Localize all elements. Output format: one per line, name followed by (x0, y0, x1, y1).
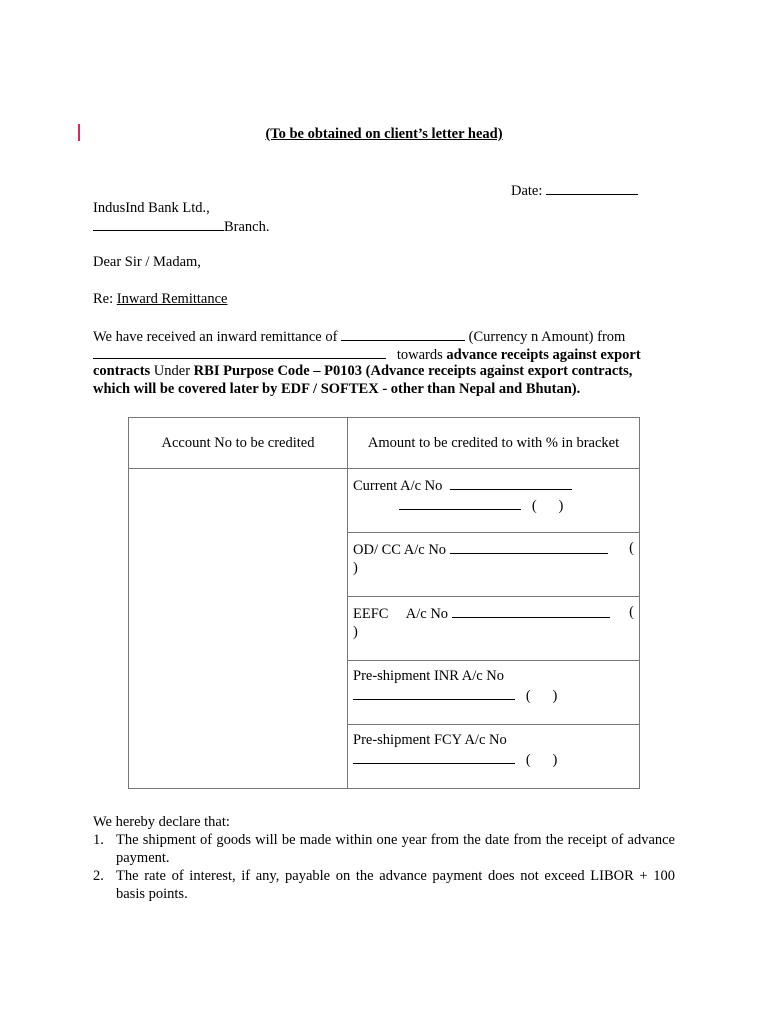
branch-line (93, 216, 270, 236)
list-number: 2. (93, 868, 104, 884)
list-item (93, 867, 675, 903)
preshipment-inr-account-cell[interactable] (348, 661, 640, 725)
branch-suffix: Branch. (224, 219, 270, 235)
body-text: We have received an inward remittance of (93, 329, 338, 345)
od-cc-account-cell[interactable] (348, 533, 640, 597)
account-number-blank[interactable] (452, 603, 610, 618)
account-number-blank[interactable] (353, 749, 515, 764)
credit-accounts-table (128, 417, 640, 789)
percent-bracket-close: ) (353, 560, 358, 576)
body-text: towards (396, 347, 443, 363)
purpose-code-text: RBI Purpose Code – P0103 (Advance receipts against export contracts, (193, 363, 633, 379)
list-item-text: The rate of interest, if any, payable on the advance payment does not exceed LIBOR + 100 basis points. (116, 868, 675, 902)
date-blank[interactable] (546, 180, 638, 195)
list-item-text: The shipment of goods will be made within one year from the date from the receipt of advance payment. (116, 832, 675, 866)
table-row (129, 469, 640, 533)
body-bold-text: which will be covered later by EDF / SOFTEX - other than Nepal and Bhutan). (93, 381, 581, 397)
column-header-account: Account No to be credited (129, 418, 348, 469)
table-header-row (129, 418, 640, 469)
account-number-blank[interactable] (450, 475, 572, 490)
subject-prefix: Re: (93, 291, 114, 307)
declaration-list (93, 831, 675, 903)
list-number: 1. (93, 832, 104, 848)
amount-blank[interactable] (341, 326, 465, 341)
amount-blank[interactable] (399, 495, 521, 510)
account-label: OD/ CC A/c No (353, 542, 447, 558)
account-label: Pre-shipment FCY A/c No (353, 732, 507, 748)
list-item (93, 831, 675, 867)
body-line-4 (93, 380, 693, 398)
subject-line (93, 290, 227, 308)
current-account-cell[interactable] (348, 469, 640, 533)
body-text: Under (153, 363, 191, 379)
percent-bracket-open: ( (629, 540, 634, 556)
subject-text: Inward Remittance (116, 291, 228, 307)
account-number-blank[interactable] (450, 539, 608, 554)
percent-bracket-open: ( (525, 752, 531, 768)
percent-bracket-open: ( (531, 498, 537, 514)
date-line (511, 180, 638, 200)
account-label: Current A/c No (353, 478, 443, 494)
body-text: (Currency n Amount) from (468, 329, 626, 345)
account-no-cell[interactable] (129, 469, 348, 789)
body-bold-text: advance receipts against export (446, 347, 641, 363)
branch-blank[interactable] (93, 216, 224, 231)
account-label: Pre-shipment INR A/c No (353, 668, 505, 684)
percent-bracket-close: ) (353, 624, 358, 640)
account-label: EEFC A/c No (353, 606, 449, 622)
percent-bracket-open: ( (525, 688, 531, 704)
percent-bracket-close: ) (552, 688, 558, 704)
percent-bracket-open: ( (629, 604, 634, 620)
date-label: Date: (511, 183, 543, 199)
bank-name: IndusInd Bank Ltd., (93, 200, 210, 216)
page-heading: (To be obtained on client’s letter head) (265, 126, 503, 142)
remitter-blank[interactable] (93, 344, 386, 359)
percent-bracket-close: ) (558, 498, 564, 514)
body-bold-text: contracts (93, 363, 151, 379)
body-line-2 (93, 344, 673, 364)
body-line-1 (93, 326, 673, 346)
declaration-intro: We hereby declare that: (93, 814, 230, 830)
column-header-amount: Amount to be credited to with % in bracket (348, 418, 640, 469)
preshipment-fcy-account-cell[interactable] (348, 725, 640, 789)
body-line-3 (93, 362, 693, 380)
eefc-account-cell[interactable] (348, 597, 640, 661)
percent-bracket-close: ) (552, 752, 558, 768)
salutation: Dear Sir / Madam, (93, 254, 201, 270)
account-number-blank[interactable] (353, 685, 515, 700)
